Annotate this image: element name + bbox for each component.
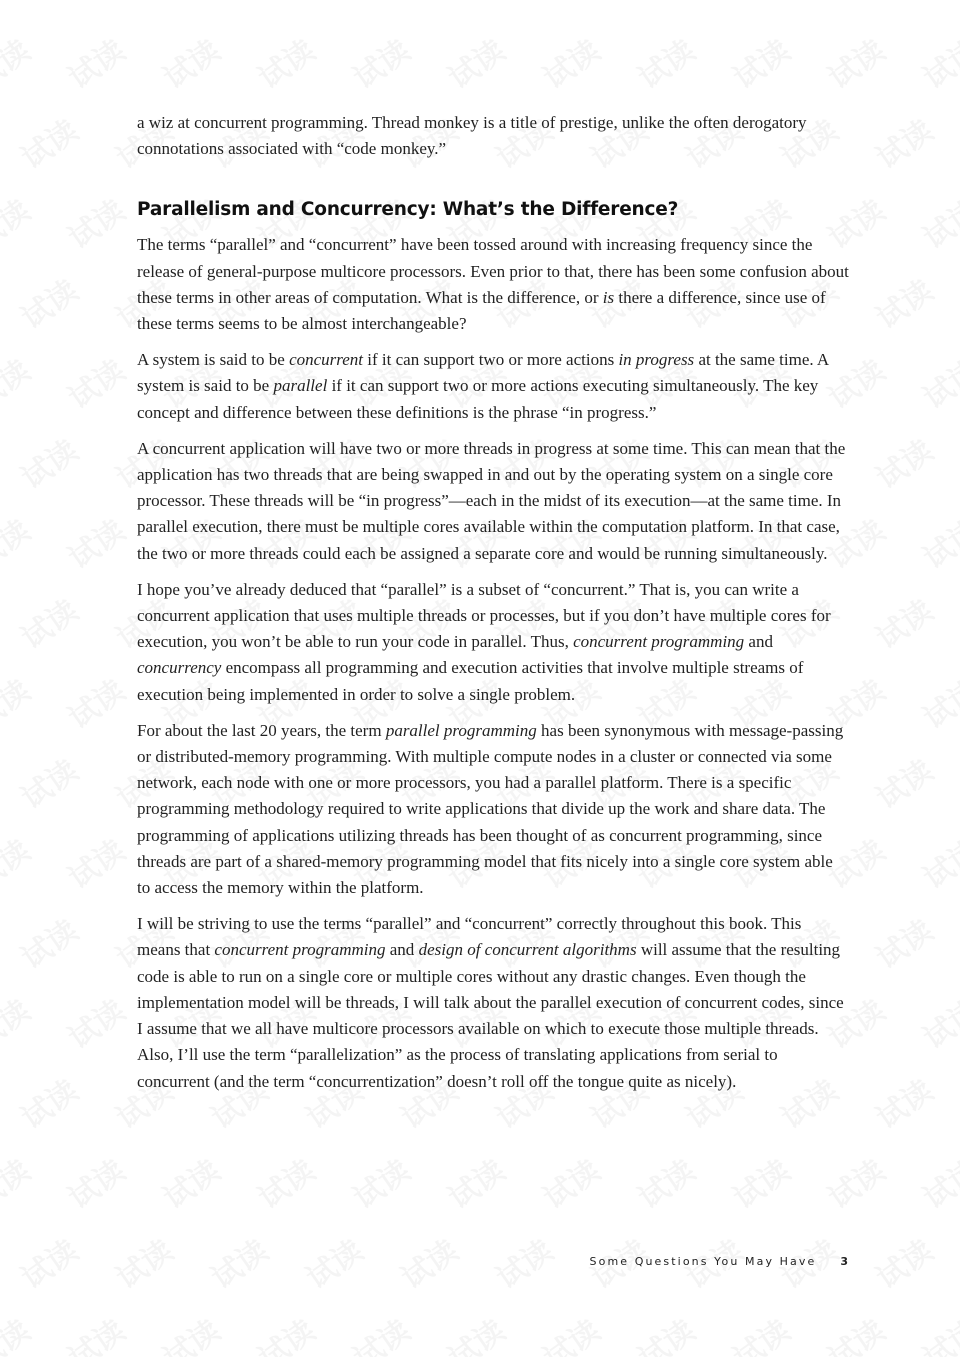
watermark-mark [0,27,37,97]
watermark-mark [723,1147,797,1217]
watermark-mark [913,1307,960,1357]
watermark-mark [533,1147,607,1217]
watermark-mark [866,1067,940,1137]
text-run: if it can support two or more actions [363,350,619,370]
page-number: 3 [840,1255,848,1268]
italic-run: parallel programming [385,720,537,740]
paragraph-1 [137,232,849,337]
watermark-mark [628,1307,702,1357]
text-run: has been synonymous with message-passing or distributed-memory programming. With multiple compute nodes in a cluster or connected via some network, each node with one or more processors, you had a parallel platform. There is a specific programming methodology required to write applications that divide up the work and share data. The programming of applications utilizing threads has been thought of as concurrent programming, since threads are part of a shared-memory programming model that fits nicely into a single core system able to access the memory within the platform. [137,720,844,898]
watermark-mark [58,347,132,417]
text-run: at the same time. A system is said to be [137,350,829,396]
text-run: A system is said to be [137,350,290,370]
text-run: and [744,632,773,652]
watermark-mark [866,1227,940,1297]
text-run: encompass all programming and execution activities that involve multiple streams of execution being implemented in order to solve a single problem. [137,658,804,704]
watermark-mark [58,1147,132,1217]
text-run: there a difference, since use of these terms seems to be almost interchangeable? [137,287,826,334]
italic-run: is [602,287,615,307]
watermark-mark [0,987,37,1057]
watermark-mark [818,1307,892,1357]
italic-run: design of concurrent algorithms [418,940,637,960]
running-title: Some Questions You May Have [589,1255,817,1268]
paragraph-6 [137,911,849,1094]
text-run: I will be striving to use the terms “parallel” and “concurrent” correctly throughout this book. This means that [137,914,802,960]
watermark-mark [153,27,227,97]
watermark-mark [628,27,702,97]
text-run: For about the last 20 years, the term [137,720,386,740]
paragraph-5 [137,718,849,901]
watermark-mark [913,507,960,577]
watermark-mark [438,1307,512,1357]
watermark-mark [11,1067,85,1137]
watermark-mark [913,987,960,1057]
watermark-mark [818,1147,892,1217]
watermark-mark [438,1147,512,1217]
watermark-mark [723,1307,797,1357]
watermark-mark [11,427,85,497]
watermark-mark [58,667,132,737]
watermark-mark [343,27,417,97]
watermark-mark [0,347,37,417]
watermark-mark [913,347,960,417]
watermark-mark [866,107,940,177]
italic-run: concurrent programming [214,940,386,960]
watermark-mark [723,27,797,97]
watermark-mark [11,747,85,817]
section-heading: Parallelism and Concurrency: What’s the Difference? [137,199,679,221]
watermark-mark [58,507,132,577]
watermark-mark [58,187,132,257]
paragraph-4 [137,577,849,708]
watermark-mark [866,747,940,817]
italic-run: parallel [273,376,328,396]
watermark-mark [0,667,37,737]
watermark-mark [0,507,37,577]
italic-run: in progress [618,350,695,370]
paragraph-3 [137,436,849,567]
watermark-mark [628,1147,702,1217]
paragraph-2 [137,347,849,426]
text-run: I hope you’ve already deduced that “parallel” is a subset of “concurrent.” That is, you can write a concurrent application that uses multiple threads or processes, but if you don’t have multiple cores for execution, you won’t be able to run your code in parallel. Thus, [137,579,831,652]
text-run: if it can support two or more actions executing simultaneously. The key concept and difference between these definitions is the phrase “in progress.” [137,376,819,422]
text-run: The terms “parallel” and “concurrent” have been tossed around with increasing frequency since the release of general-purpose multicore processors. Even prior to that, there has been some confusion about these terms in other areas of computation. What is the difference, or [137,235,849,307]
italic-run: concurrent programming [573,632,745,652]
watermark-mark [11,107,85,177]
watermark-mark [58,27,132,97]
section-content [137,232,849,1094]
watermark-mark [153,1307,227,1357]
watermark-mark [248,27,322,97]
watermark-mark [818,27,892,97]
text-run: a wiz at concurrent programming. Thread monkey is a title of prestige, unlike the often derogatory connotations associated with “code monkey.” [137,113,807,159]
page-body [137,110,849,1095]
watermark-mark [11,267,85,337]
watermark-mark [533,27,607,97]
watermark-mark [58,987,132,1057]
watermark-mark [866,427,940,497]
watermark-mark [58,827,132,897]
text-run: and [385,940,419,960]
italic-run: concurrent [289,350,364,370]
watermark-mark [0,827,37,897]
watermark-mark [343,1307,417,1357]
watermark-mark [11,587,85,657]
text-run: A concurrent application will have two or more threads in progress at some time. This can mean that the application has two threads that are being swapped in and out by the operating system on a single core processor. These threads will be “in progress”—each in the midst of its execution—at the same time. In parallel execution, there must be multiple cores available within the computation platform. In that case, the two or more threads could each be assigned a separate core and would be running simultaneously. [137,438,846,563]
italic-run: concurrency [137,658,222,678]
watermark-mark [533,1307,607,1357]
text-run: will assume that the resulting code is able to run on a single core or multiple cores without any drastic changes. Even though the implementation model will be threads, I will talk about the parallel execution of concurrent codes, since I assume that we all have multicore processors available on which to execute those multiple threads. Also, I’ll use the term “parallelization” as the process of translating applications from serial to concurrent (and the term “concurrentization” doesn’t roll off the tongue quite as nicely). [137,940,844,1091]
watermark-mark [913,1147,960,1217]
watermark-mark [0,187,37,257]
watermark-mark [248,1147,322,1217]
watermark-mark [913,827,960,897]
watermark-mark [248,1307,322,1357]
watermark-mark [866,907,940,977]
watermark-mark [913,667,960,737]
watermark-mark [153,1147,227,1217]
watermark-mark [866,267,940,337]
watermark-mark [438,27,512,97]
watermark-mark [0,1307,37,1357]
watermark-mark [58,1307,132,1357]
watermark-mark [11,907,85,977]
watermark-mark [913,27,960,97]
watermark-mark [343,1147,417,1217]
watermark-mark [866,587,940,657]
page-footer [0,1255,848,1268]
watermark-mark [913,187,960,257]
intro-paragraph [137,110,849,162]
watermark-mark [0,1147,37,1217]
